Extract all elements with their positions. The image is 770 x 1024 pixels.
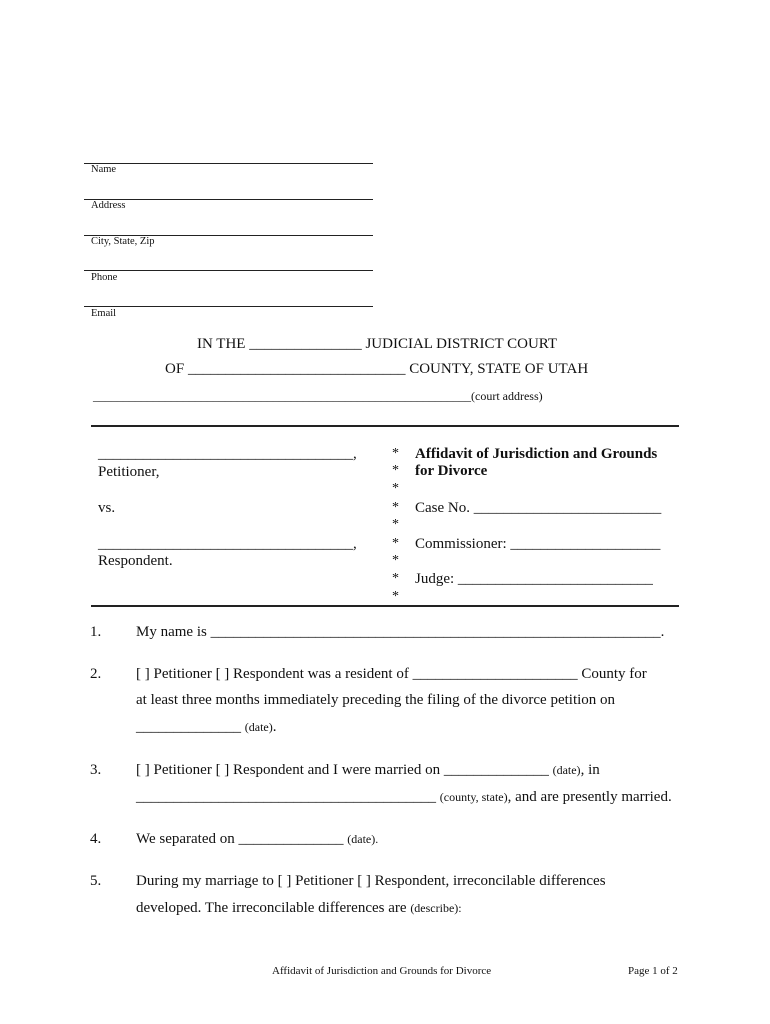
item-2-line-2: at least three months immediately preceding the filing of the divorce petition on [136,692,616,708]
email-label: Email [91,308,117,319]
respondent-label: Respondent. [98,553,173,569]
describe-note: (describe): [410,901,462,915]
marriage-party-options[interactable]: [ ] Petitioner [ ] Respondent and I were married on [136,762,441,778]
commissioner-blank[interactable]: ____________________ [510,536,661,552]
date-note: (date) [244,720,273,734]
caption-star: * [392,481,399,496]
caption-bottom-rule [91,605,679,607]
vs-label: vs. [98,500,116,516]
court-county-state: COUNTY, STATE OF UTAH [409,361,589,377]
respondent-blank[interactable]: __________________________________, [98,536,357,552]
phone-label: Phone [91,272,118,283]
email-line[interactable] [84,306,373,307]
residency-county-blank[interactable]: ______________________ [412,666,578,682]
caption-star: * [392,571,399,586]
phone-line[interactable] [84,270,373,271]
item-number: 2. [90,666,102,682]
item-5-line-2 [136,900,462,917]
item-3-in: , in [580,762,600,778]
page-number: Page 1 of 2 [628,965,678,977]
caption-star: * [392,536,399,551]
court-address-blank[interactable]: _______________________________________________________________ [93,389,471,403]
address-label: Address [91,200,126,211]
marriage-date-blank[interactable]: ______________ [443,762,549,778]
court-address-label: (court address) [471,389,543,403]
document-title-line-2: for Divorce [415,463,488,479]
item-3-line-1 [136,762,600,779]
court-address-line [93,389,543,404]
name-blank[interactable]: ____________________________________________________________ [210,624,661,640]
item-1-label: My name is [136,624,207,640]
item-number: 3. [90,762,102,778]
court-line-2 [165,361,588,378]
commissioner-row [415,536,660,553]
item-1-text [136,624,664,641]
footer-title: Affidavit of Jurisdiction and Grounds for Divorce [272,965,492,977]
item-2-county-for: County for [581,666,647,682]
caption-star: * [392,446,399,461]
caption-star: * [392,589,399,604]
caption-star: * [392,553,399,568]
separation-date-blank[interactable]: ______________ [238,831,344,847]
petitioner-label: Petitioner, [98,464,160,480]
court-of: OF [165,361,185,377]
petition-date-blank[interactable]: ______________ [136,719,241,735]
item-5-line-1: During my marriage to [ ] Petitioner [ ] Respondent, irreconcilable differences [136,873,606,889]
date-note: (date). [347,832,379,846]
city-state-zip-label: City, State, Zip [91,236,155,247]
case-no-blank[interactable]: _________________________ [473,500,662,516]
caption-star: * [392,463,399,478]
caption-star: * [392,500,399,515]
item-4-label: We separated on [136,831,235,847]
county-blank[interactable]: _____________________________ [187,361,406,377]
item-number: 5. [90,873,102,889]
item-2-end: . [272,719,277,735]
item-2-line-1 [136,666,647,683]
item-number: 1. [90,624,102,640]
court-in-the: IN THE [197,336,246,352]
item-4-text [136,831,378,848]
document-title-line-1: Affidavit of Jurisdiction and Grounds [415,446,658,462]
court-judicial-district: JUDICIAL DISTRICT COURT [365,336,558,352]
commissioner-label: Commissioner: [415,536,507,552]
court-line-1 [197,336,557,353]
name-line[interactable] [84,163,373,164]
item-3-married: , and are presently married. [507,789,672,805]
address-line[interactable] [84,199,373,200]
name-label: Name [91,164,117,175]
marriage-place-blank[interactable]: ________________________________________ [136,789,436,805]
judge-label: Judge: [415,571,455,587]
case-no-row [415,500,661,517]
date-note: (date) [552,763,581,777]
petitioner-blank[interactable]: __________________________________, [98,446,357,462]
item-2-line-3 [136,719,276,736]
judge-row [415,571,653,588]
caption-star: * [392,517,399,532]
county-state-note: (county, state) [439,790,508,804]
item-1-end: . [660,624,665,640]
item-3-line-2 [136,789,672,806]
item-5-label: developed. The irreconcilable differences are [136,900,407,916]
caption-top-rule [91,425,679,427]
residency-party-options[interactable]: [ ] Petitioner [ ] Respondent was a resident of [136,666,409,682]
judge-blank[interactable]: __________________________ [457,571,653,587]
item-number: 4. [90,831,102,847]
case-no-label: Case No. [415,500,470,516]
district-blank[interactable]: _______________ [249,336,362,352]
